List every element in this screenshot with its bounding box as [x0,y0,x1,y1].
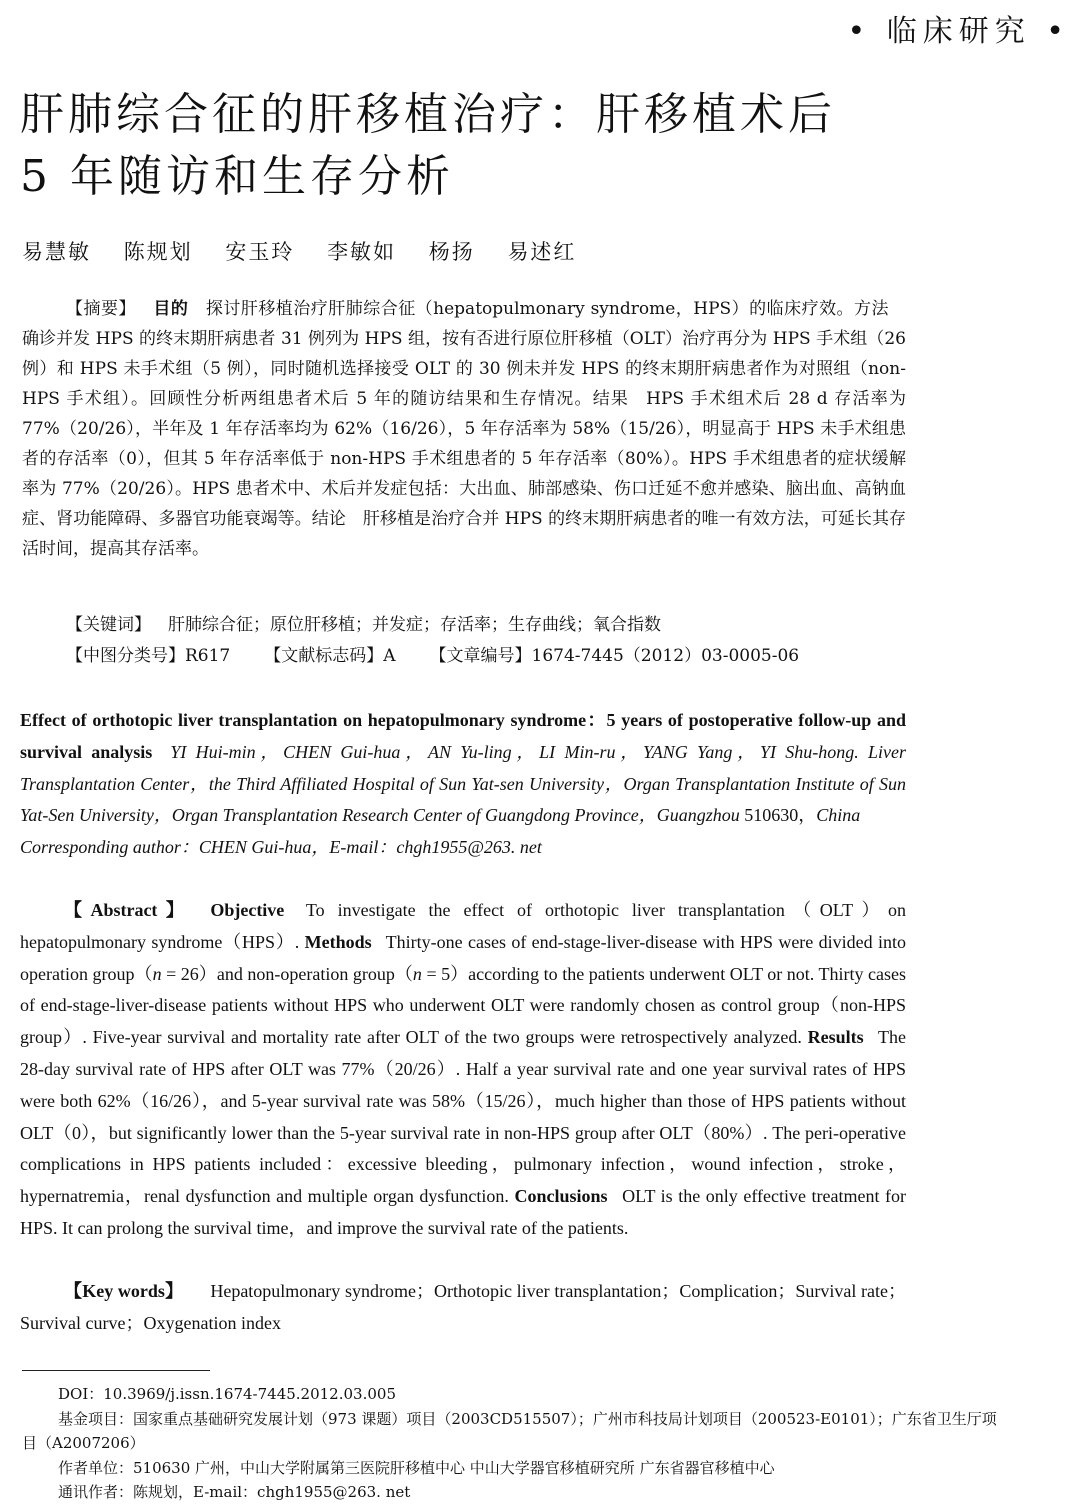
objective-text-en: To investigate the effect of orthotopic liver transplantation（OLT）on hepatopulmonary syndrome（HPS）. [20,900,906,952]
objective-label-en: Objective [210,900,285,920]
author-list-cn [22,236,576,266]
abstract-label-en: 【Abstract】 [64,900,193,920]
header-en [20,705,906,864]
affiliation-en: Liver Transplantation Center，the Third Affiliated Hospital of Sun Yat-sen University，Organ Transplantation Institute of Sun Yat-Sen University，Organ Transplantation Research Center of Guangdong Province，Guangzhou [20,741,907,826]
doi-note: DOI：10.3969/j.issn.1674-7445.2012.03.005 [58,1385,396,1403]
results-label-en: Results [807,1027,864,1048]
results-text-cn: HPS 手术组术后 28 d 存活率为 77%（20/26），半年及 1 年存活率均为 62%（16/26），5 年存活率为 58%（15/26），明显高于 HPS 未手术组患者的存活率（0），但其 5 年存活率低于 non-HPS 手术组患者的 5 年存活率（80%）。HPS 手术组患者的症状缓解率为 77%（20/26）。HPS 患者术中、术后并发症包括：大出血、肺部感染、伤口迁延不愈并感染、脑出血、高钠血症、肾功能障碍、多器官功能衰竭等。 [22,389,906,529]
article-no-label: 【文章编号】 [429,646,532,666]
doccode-label: 【文献标志码】 [264,646,384,666]
conclusions-label-cn: 结论 [311,509,346,529]
keywords-en [20,1276,906,1340]
methods-text-cn: 确诊并发 HPS 的终末期肝病患者 31 例列为 HPS 组，按有否进行原位肝移植（OLT）治疗再分为 HPS 手术组（26 例）和 HPS 未手术组（5 例），同时随机选择接受 OLT 的 30 例未并发 HPS 的终末期肝病患者作为对照组（non-HPS 手术组）。回顾性分析两组患者术后 5 年的随访结果和生存情况。 [22,329,906,409]
keywords-cn [22,610,906,640]
article-no-value: 1674-7445（2012）03-0005-06 [531,646,800,666]
objective-label-cn: 目的 [152,299,189,319]
keywords-label-en: 【Key words】 [64,1281,184,1301]
author-name: 易述红 [507,240,577,264]
methods-text-en-a: Thirty-one cases of end-stage-liver-disease with HPS were divided into operation group（ [20,931,906,984]
section-label: • 临床研究 • [847,14,1070,49]
n-symbol: n [152,963,162,984]
paper-title-en: Effect of orthotopic liver transplantation on hepatopulmonary syndrome：5 years of postoperative follow-up and survival analysis [20,710,906,762]
n-symbol: n [412,963,422,984]
funding-note: 基金项目：国家重点基础研究发展计划（973 课题）项目（2003CD515507）；广州市科技局计划项目（200523-E0101）；广东省卫生厅项目（A2007206） [22,1409,997,1452]
title-line-2: 5 年随访和生存分析 [20,151,454,202]
author-unit-note: 作者单位：510630 广州，中山大学附属第三医院肝移植中心 中山大学器官移植研究所 广东省器官移植中心 [58,1458,775,1477]
conclusions-text-cn: 肝移植是治疗合并 HPS 的终末期肝病患者的唯一有效方法，可延长其存活时间，提高其存活率。 [22,509,907,559]
country-en: China [816,805,861,826]
title-line-1: 肝肺综合征的肝移植治疗：肝移植术后 [20,89,836,140]
abstract-cn [22,294,906,564]
email-label-en: E-mail： [329,837,397,858]
footnote-divider [22,1370,210,1371]
clc-label: 【中图分类号】 [66,646,185,666]
doccode-value: A [383,646,396,666]
results-text-en: The 28-day survival rate of HPS after OLT was 77%（20/26）. Half a year survival rate and one year survival rates of HPS were both 62%（16/26），and 5-year survival rate was 58%（15/26），much higher than those of HPS patients without OLT（0），but significantly lower than the 5-year survival rate in non-HPS group after OLT（80%）. The peri-operative complications in HPS patients included：excessive bleeding，pulmonary infection，wound infection，stroke，hypernatremia，renal dysfunction and multiple organ dysfunction. [20,1027,906,1207]
conclusions-label-en: Conclusions [514,1186,608,1207]
abstract-en [20,895,906,1245]
keywords-label-cn: 【关键词】 [66,615,151,635]
objective-text-cn: 探讨肝移植治疗肝肺综合征（hepatopulmonary syndrome，HPS）的临床疗效。 [205,299,855,319]
author-name: 杨扬 [428,240,475,264]
corresponding-label-en: Corresponding author： [20,837,199,858]
footnotes [22,1382,1002,1505]
corresponding-note: 通讯作者：陈规划，E-mail：chgh1955@263. net [58,1483,411,1501]
keywords-text-en: Hepatopulmonary syndrome；Orthotopic liver transplantation；Complication；Survival rate；Survival curve；Oxygenation index [20,1281,907,1333]
corresponding-name-en: CHEN Gui-hua， [198,837,330,858]
author-name: 陈规划 [123,240,193,264]
email-en: chgh1955@263. net [396,837,542,858]
postcode-en: 510630， [744,805,817,826]
keywords-text-cn: 肝肺综合征；原位肝移植；并发症；存活率；生存曲线；氧合指数 [168,615,661,635]
author-name: 易慧敏 [22,240,91,264]
clc-value: R617 [185,646,231,666]
paper-title-cn [20,84,1020,208]
results-label-cn: 结果 [592,389,630,409]
classification-line [22,641,906,671]
abstract-label-cn: 【摘要】 [66,299,136,319]
methods-label-cn: 方法 [854,299,890,319]
author-name: 李敏如 [327,240,397,264]
methods-text-en-b: = 26）and non-operation group（ [166,963,413,984]
methods-label-en: Methods [304,931,372,952]
methods-text-en-c: = 5）according to the patients underwent OLT or not. Thirty cases of end-stage-liver-disease patients without HPS who underwent OLT were randomly chosen as control group（non-HPS group）. Five-year survival and mortality rate after OLT of the two groups were retrospectively analyzed. [20,963,907,1048]
author-name: 安玉玲 [225,240,295,264]
conclusions-text-en: OLT is the only effective treatment for HPS. It can prolong the survival time，and improve the survival rate of the patients. [20,1186,907,1238]
author-list-en: YI Hui-min，CHEN Gui-hua，AN Yu-ling，LI Min-ru，YANG Yang，YI Shu-hong. [170,741,859,762]
